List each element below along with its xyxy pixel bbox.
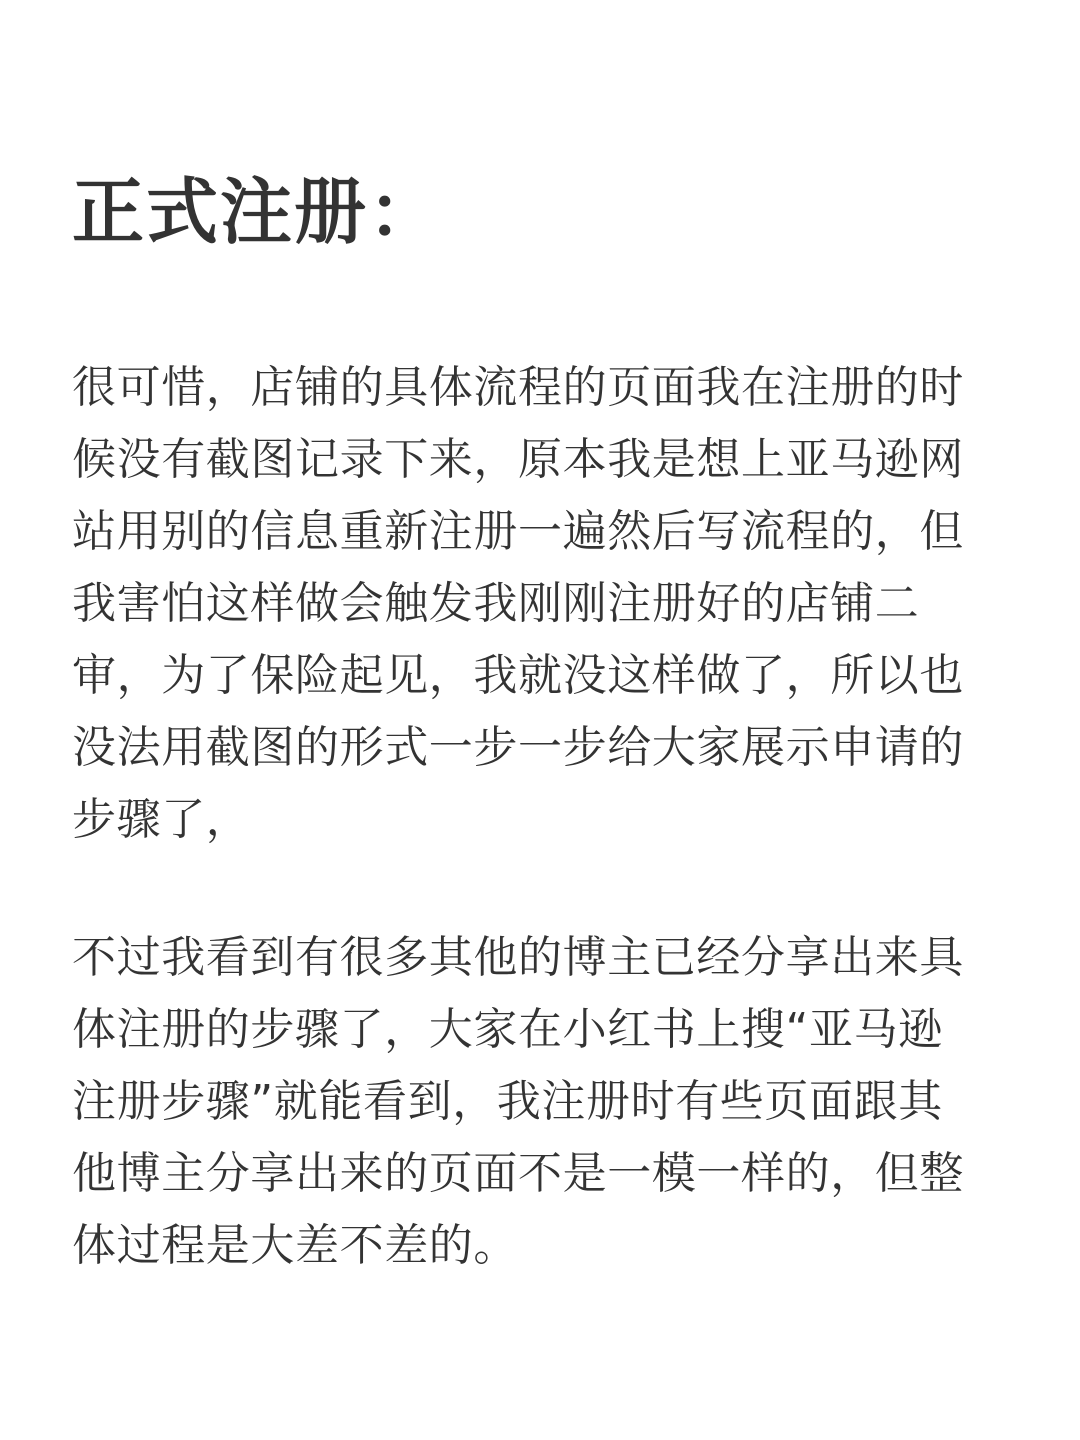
paragraph-line: 体过程是大差不差的。 — [72, 1220, 518, 1271]
paragraph-line: 步骤了， — [72, 794, 251, 845]
paragraph-2 — [72, 922, 1008, 1282]
paragraph-line: 没法用截图的形式一步一步给大家展示申请的 — [72, 722, 964, 773]
paragraph-line: 我害怕这样做会触发我刚刚注册好的店铺二 — [72, 578, 920, 629]
paragraph-line: 他博主分享出来的页面不是一模一样的，但整 — [72, 1148, 964, 1199]
paragraph-line: 不过我看到有很多其他的博主已经分享出来具 — [72, 932, 964, 983]
paragraph-line: 候没有截图记录下来，原本我是想上亚马逊网 — [72, 434, 964, 485]
paragraph-line: 注册步骤”就能看到，我注册时有些页面跟其 — [72, 1076, 943, 1127]
paragraph-line: 体注册的步骤了，大家在小红书上搜“亚马逊 — [72, 1004, 943, 1055]
paragraph-1 — [72, 352, 1008, 856]
paragraph-line: 站用别的信息重新注册一遍然后写流程的，但 — [72, 506, 964, 557]
paragraph-line: 很可惜，店铺的具体流程的页面我在注册的时 — [72, 362, 964, 413]
paragraph-line: 审，为了保险起见，我就没这样做了，所以也 — [72, 650, 964, 701]
page-title: 正式注册： — [72, 170, 443, 254]
